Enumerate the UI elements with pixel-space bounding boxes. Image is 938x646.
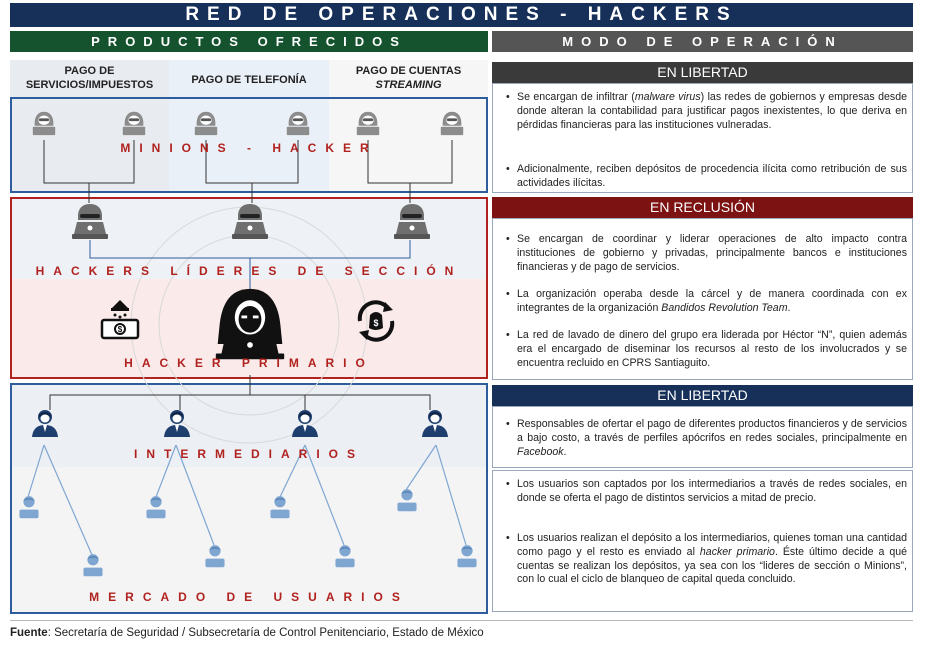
user-icon: [202, 543, 228, 569]
primary-hacker-icon: [212, 287, 288, 363]
primary-to-intermediary-lines: [50, 375, 430, 410]
panel-freedom-bullet: • Se encargan de infiltrar (malware virus) las redes de gobiernos y empresas desde donde alteran la contabilidad para justificar pagos inexistentes, lo que deriva en pérdidas financieras para las instituciones vulneradas.: [506, 91, 907, 132]
minion-hacker-icon: [438, 108, 466, 138]
panel-intermediaries-bullet: • Los usuarios son captados por los intermediarios a través de redes sociales, en donde se oferta el pago de distintos servicios a mitad de precio.: [506, 478, 907, 506]
minion-hacker-icon: [30, 108, 58, 138]
panel-prison-bullet: • La organización operaba desde la cárcel y de manera coordinada con ex integrantes de la organización Bandidos Revolution Team.: [506, 288, 907, 316]
footer-divider: [10, 620, 913, 621]
panel-intermediaries-bullet: • Responsables de ofertar el pago de diferentes productos financieros y de servicios a bajo costo, a través de perfiles apócrifos en redes sociales, principalmente en Facebook.: [506, 418, 907, 459]
panel-freedom-bullet: • Adicionalmente, reciben depósitos de procedencia ilícita como retribución de sus actividades ilícitas.: [506, 163, 907, 191]
money-cycle-icon: [352, 298, 400, 344]
column-header-telephony: PAGO DE TELEFONÍA: [191, 74, 307, 86]
intermediary-person-icon: [162, 408, 192, 438]
panel-prison-bullet: • La red de lavado de dinero del grupo era liderada por Héctor “N”, quien además era el encargado de diseminar los recursos al resto de los involucrados y se encuentra recluido en CPRS Santiaguito.: [506, 329, 907, 370]
market-label: MERCADO DE USUARIOS: [89, 590, 409, 604]
leader-hacker-icon: [70, 202, 110, 242]
user-icon: [143, 494, 169, 520]
user-icon: [267, 494, 293, 520]
intermediary-person-icon: [30, 408, 60, 438]
minion-hacker-icon: [284, 108, 312, 138]
leader-hacker-icon: [392, 202, 432, 242]
panel-intermediaries-bullet: • Los usuarios realizan el depósito a los intermediarios, quienes toman una cantidad como pago y el resto es enviado al hacker primario. Éste último decide a qué cuentas se realizan los depósitos, ya sea con los “lideres de sección o Minions”, con lo cual el ciclo de blanqueo de capital queda concluido.: [506, 532, 907, 587]
source-footer: Fuente: Secretaría de Seguridad / Subsecretaría de Control Penitenciario, Estado de México: [10, 627, 484, 639]
minion-hacker-icon: [192, 108, 220, 138]
svg-text:$: $: [373, 318, 379, 328]
minion-hacker-icon: [120, 108, 148, 138]
intermediaries-label: INTERMEDIARIOS: [133, 447, 364, 461]
operation-mode-header: MODO DE OPERACIÓN: [492, 31, 913, 52]
page-title: RED DE OPERACIONES - HACKERS: [10, 3, 913, 27]
intermediary-person-icon: [290, 408, 320, 438]
products-header: PRODUCTOS OFRECIDOS: [10, 31, 488, 52]
panel-freedom-header: EN LIBERTAD: [492, 62, 913, 83]
user-icon: [394, 487, 420, 513]
leader-hacker-icon: [230, 202, 270, 242]
column-header-services: PAGO DE SERVICIOS/IMPUESTOS: [25, 65, 154, 91]
panel-prison-bullet: • Se encargan de coordinar y liderar operaciones de alto impacto contra instituciones de gobierno y privadas, principalmente bancos e instituciones financieras y de pago de servicios.: [506, 233, 907, 274]
intermediary-person-icon: [420, 408, 450, 438]
user-icon: [80, 552, 106, 578]
leaders-label: HACKERS LÍDERES DE SECCIÓN: [35, 264, 463, 278]
panel-intermediaries-header: EN LIBERTAD: [492, 385, 913, 406]
column-header-streaming: PAGO DE CUENTAS STREAMING: [355, 65, 462, 91]
user-icon: [16, 494, 42, 520]
minions-label: MINIONS - HACKER: [120, 141, 378, 155]
panel-prison-header: EN RECLUSIÓN: [492, 197, 913, 218]
svg-text:$: $: [117, 325, 123, 334]
minion-hacker-icon: [354, 108, 382, 138]
user-icon: [454, 543, 480, 569]
money-laundering-icon: [98, 298, 144, 342]
primary-label: HACKER PRIMARIO: [124, 356, 374, 370]
user-icon: [332, 543, 358, 569]
